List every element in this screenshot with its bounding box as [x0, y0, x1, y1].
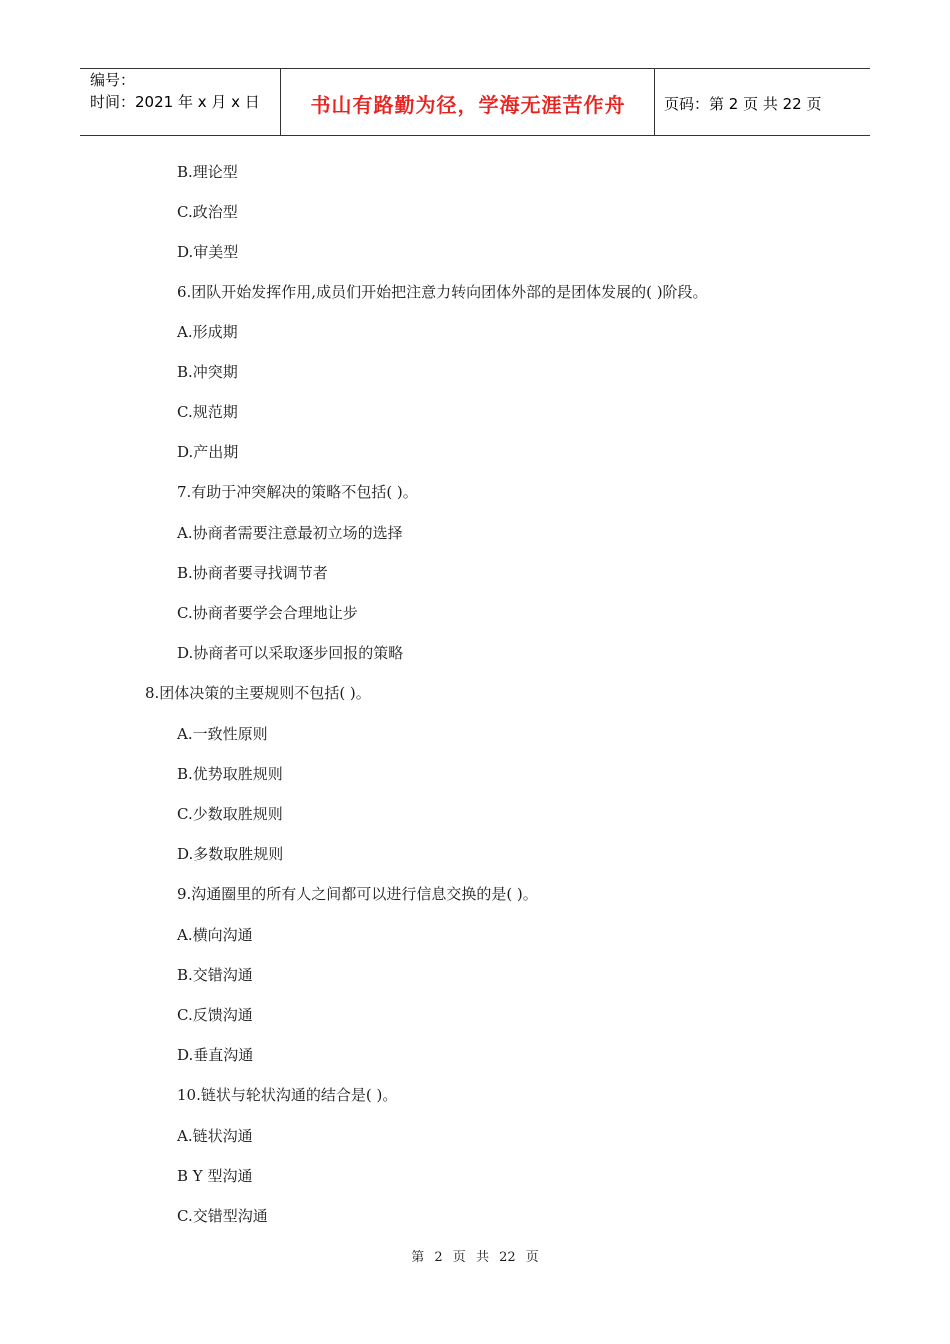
option-line: B.协商者要寻找调节者 — [177, 564, 328, 582]
header-date-label: 时间：2021 年 x 月 x 日 — [90, 93, 260, 111]
option-line: B Y 型沟通 — [177, 1167, 253, 1185]
header-page-label: 页码：第 2 页 共 22 页 — [664, 95, 822, 113]
option-line: B.交错沟通 — [177, 966, 253, 984]
question-line: 7.有助于冲突解决的策略不包括( )。 — [177, 483, 418, 501]
option-line: A.协商者需要注意最初立场的选择 — [177, 524, 403, 542]
header-meta — [90, 69, 260, 113]
option-line: C.交错型沟通 — [177, 1207, 268, 1225]
option-line: B.优势取胜规则 — [177, 765, 283, 783]
footer-di: 第 — [411, 1250, 425, 1265]
footer-page-number: 2 — [434, 1250, 443, 1265]
option-line: D.产出期 — [177, 443, 239, 461]
footer-ye: 页 — [452, 1250, 466, 1265]
page-header — [80, 68, 870, 136]
header-divider-right — [654, 69, 655, 135]
header-divider-left — [280, 69, 281, 135]
option-line: C.反馈沟通 — [177, 1006, 253, 1024]
option-line: A.横向沟通 — [177, 926, 253, 944]
footer-total-pages: 22 — [499, 1250, 516, 1265]
footer-ye-total: 页 — [525, 1250, 539, 1265]
option-line: C.政治型 — [177, 203, 238, 221]
question-line: 8.团体决策的主要规则不包括( )。 — [145, 684, 371, 702]
question-line: 10.链状与轮状沟通的结合是( )。 — [177, 1086, 398, 1104]
option-line: C.协商者要学会合理地让步 — [177, 604, 358, 622]
option-line: D.多数取胜规则 — [177, 845, 284, 863]
option-line: B.冲突期 — [177, 363, 238, 381]
option-line: C.规范期 — [177, 403, 238, 421]
question-line: 6.团队开始发挥作用,成员们开始把注意力转向团体外部的是团体发展的( )阶段。 — [177, 283, 708, 301]
option-line: D.垂直沟通 — [177, 1046, 254, 1064]
option-line: C.少数取胜规则 — [177, 805, 283, 823]
option-line: D.审美型 — [177, 243, 239, 261]
question-line: 9.沟通圈里的所有人之间都可以进行信息交换的是( )。 — [177, 885, 538, 903]
header-number-label: 编号： — [90, 71, 136, 89]
footer-gong: 共 — [475, 1250, 489, 1265]
option-line: A.一致性原则 — [177, 725, 268, 743]
option-line: D.协商者可以采取逐步回报的策略 — [177, 644, 404, 662]
header-motto: 书山有路勤为径，学海无涯苦作舟 — [310, 93, 626, 117]
option-line: A.链状沟通 — [177, 1127, 253, 1145]
page-footer — [0, 1246, 950, 1265]
option-line: A.形成期 — [177, 323, 238, 341]
option-line: B.理论型 — [177, 163, 238, 181]
